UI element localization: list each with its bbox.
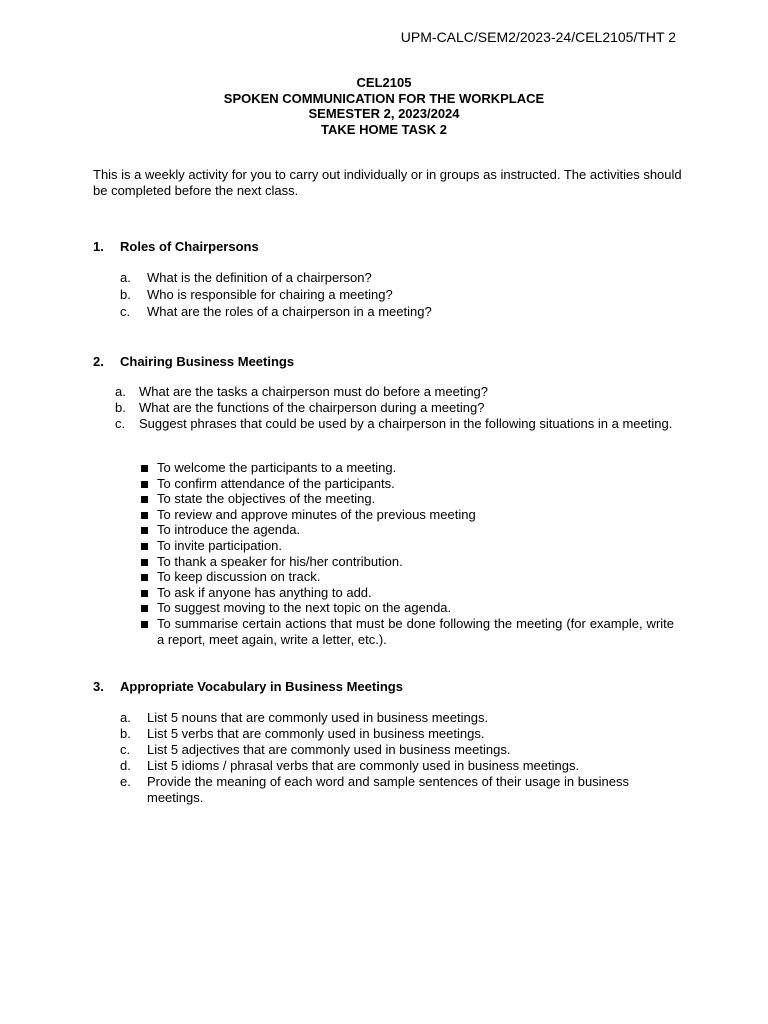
item-text: What are the roles of a chairperson in a meeting?: [147, 304, 432, 319]
document-code: UPM-CALC/SEM2/2023-24/CEL2105/THT 2: [400, 29, 676, 45]
square-bullet-icon: [141, 543, 148, 550]
item-marker: c.: [120, 304, 131, 319]
list-item: [139, 554, 674, 570]
list-item: [120, 710, 680, 726]
list-item: [120, 304, 690, 321]
item-marker: a.: [120, 270, 131, 285]
item-text: To keep discussion on track.: [157, 569, 321, 585]
item-text: To ask if anyone has anything to add.: [157, 584, 372, 600]
square-bullet-icon: [141, 559, 148, 566]
item-text: Provide the meaning of each word and sample sentences of their usage in business meetings.: [147, 774, 630, 805]
list-item: [120, 726, 680, 742]
item-text: List 5 verbs that are commonly used in business meetings.: [147, 726, 485, 741]
list-item: [139, 616, 674, 647]
list-item: [120, 774, 680, 806]
square-bullet-icon: [141, 496, 148, 503]
square-bullet-icon: [141, 512, 148, 519]
square-bullet-icon: [141, 527, 148, 534]
list-item: [139, 522, 674, 538]
list-item: [139, 491, 674, 507]
list-item: [139, 600, 674, 616]
list-item: [139, 476, 674, 492]
item-text: Who is responsible for chairing a meeting?: [147, 287, 393, 302]
square-bullet-icon: [141, 574, 148, 581]
task-title: TAKE HOME TASK 2: [321, 121, 447, 137]
course-name: SPOKEN COMMUNICATION FOR THE WORKPLACE: [223, 90, 545, 106]
item-text: What is the definition of a chairperson?: [147, 270, 372, 285]
square-bullet-icon: [141, 481, 148, 488]
list-item: [139, 569, 674, 585]
section-number: 1.: [93, 239, 104, 254]
section-number: 2.: [93, 354, 104, 369]
semester-line: SEMESTER 2, 2023/2024: [308, 106, 460, 121]
section-2-questions: [115, 384, 675, 432]
square-bullet-icon: [141, 605, 148, 612]
section-1-questions: [120, 270, 690, 321]
intro-paragraph: This is a weekly activity for you to carry out individually or in groups as instructed. The activities should be completed before the next class.: [93, 167, 682, 198]
square-bullet-icon: [141, 590, 148, 597]
item-text: List 5 nouns that are commonly used in business meetings.: [147, 710, 489, 725]
section-2-heading: [93, 354, 294, 370]
item-marker: a.: [120, 710, 131, 725]
section-3-heading: [93, 679, 403, 695]
list-item: [139, 507, 674, 523]
item-text: To introduce the agenda.: [157, 522, 301, 538]
item-text: Suggest phrases that could be used by a chairperson in the following situations in a meeting.: [139, 416, 673, 431]
item-marker: c.: [120, 742, 131, 757]
title-block: [0, 75, 768, 137]
item-text: To invite participation.: [157, 537, 283, 553]
course-code: CEL2105: [356, 75, 412, 90]
item-marker: b.: [120, 287, 131, 302]
item-text: To suggest moving to the next topic on the agenda.: [157, 600, 452, 616]
section-number: 3.: [93, 679, 104, 694]
list-item: [115, 384, 675, 400]
list-item: [115, 416, 675, 432]
section-1-heading: [93, 239, 259, 255]
situations-list: [139, 460, 674, 647]
section-title: Roles of Chairpersons: [120, 239, 259, 254]
square-bullet-icon: [141, 465, 148, 472]
item-marker: e.: [120, 774, 131, 789]
item-text: To summarise certain actions that must be done following the meeting (for example, write a report, meet again, write a letter, etc.).: [157, 615, 674, 647]
list-item: [139, 460, 674, 476]
item-text: To thank a speaker for his/her contribution.: [157, 553, 403, 569]
item-text: What are the functions of the chairperson during a meeting?: [139, 400, 485, 415]
list-item: [120, 287, 690, 304]
item-marker: c.: [115, 416, 126, 431]
square-bullet-icon: [141, 621, 148, 628]
list-item: [120, 270, 690, 287]
item-text: To welcome the participants to a meeting.: [157, 460, 397, 475]
list-item: [115, 400, 675, 416]
section-title: Chairing Business Meetings: [120, 354, 295, 369]
item-marker: d.: [120, 758, 131, 773]
item-text: What are the tasks a chairperson must do before a meeting?: [139, 384, 489, 399]
item-text: To confirm attendance of the participants.: [157, 475, 395, 491]
item-text: List 5 adjectives that are commonly used in business meetings.: [147, 742, 511, 757]
item-text: To review and approve minutes of the previous meeting: [157, 506, 476, 522]
item-marker: b.: [115, 400, 126, 415]
item-text: To state the objectives of the meeting.: [157, 491, 376, 507]
item-text: List 5 idioms / phrasal verbs that are commonly used in business meetings.: [147, 758, 580, 773]
section-title: Appropriate Vocabulary in Business Meetings: [120, 679, 403, 694]
list-item: [120, 742, 680, 758]
list-item: [139, 585, 674, 601]
list-item: [139, 538, 674, 554]
list-item: [120, 758, 680, 774]
section-3-questions: [120, 710, 680, 806]
item-marker: a.: [115, 384, 126, 399]
item-marker: b.: [120, 726, 131, 741]
